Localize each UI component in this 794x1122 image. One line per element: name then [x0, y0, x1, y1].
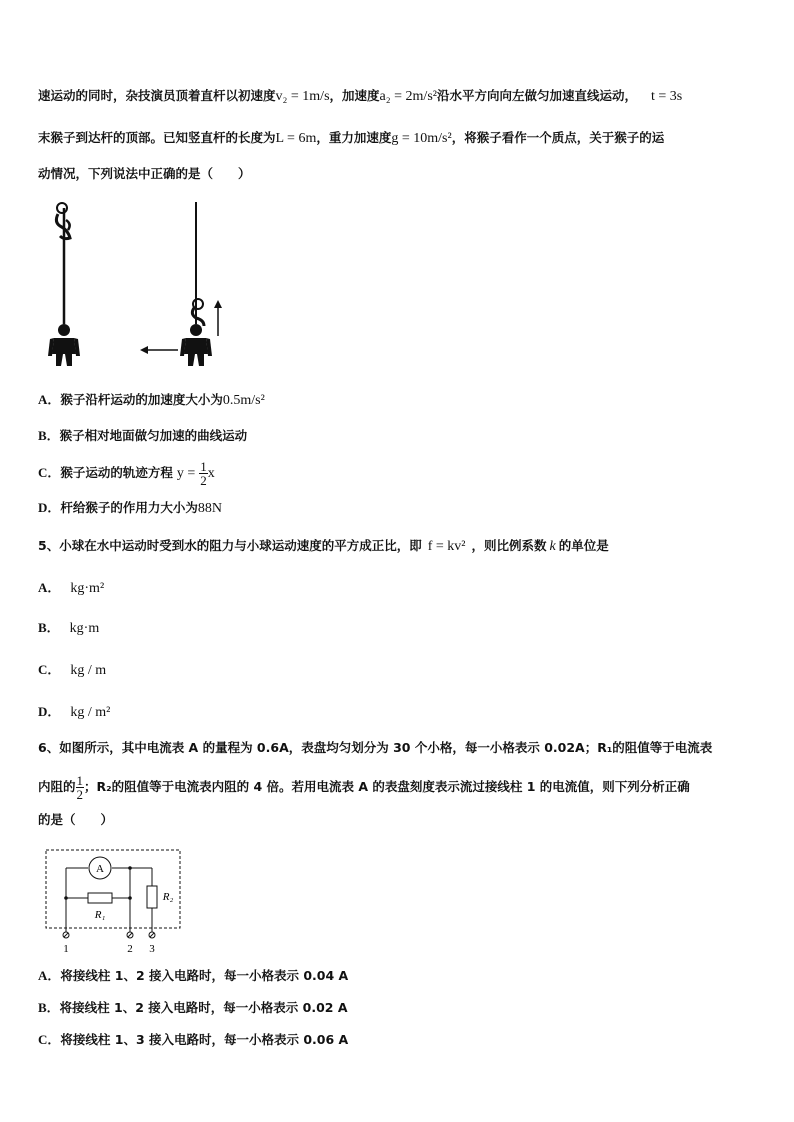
- acrobat-icon: [48, 324, 80, 366]
- q5-option-a[interactable]: A． kg·m²: [38, 580, 105, 596]
- q5-option-b[interactable]: B． kg·m: [38, 620, 100, 636]
- q4-option-b[interactable]: B．猴子相对地面做匀加速的曲线运动: [38, 428, 248, 443]
- terminal-2-icon: [127, 932, 133, 955]
- svg-text:A: A: [96, 863, 104, 875]
- terminal-1-icon: [63, 932, 69, 955]
- resistor-r1-icon: [88, 893, 112, 921]
- left-acrobat-figure: [48, 203, 80, 366]
- svg-text:1: 1: [63, 943, 69, 955]
- fraction: $\frac{1}{2}$: [76, 773, 84, 802]
- ammeter-icon: [89, 857, 111, 879]
- right-acrobat-figure: [140, 202, 222, 366]
- svg-text:2: 2: [127, 943, 133, 955]
- q6-option-a[interactable]: A．将接线柱 1、2 接入电路时，每一小格表示 0.04 A: [38, 968, 349, 983]
- svg-text:3: 3: [149, 943, 155, 955]
- q4-stem-line3: 动情况，下列说法中正确的是（ ）: [38, 166, 251, 181]
- q4-option-a[interactable]: A．猴子沿杆运动的加速度大小为0.5m/s²: [38, 392, 265, 408]
- q4-option-c[interactable]: C．猴子运动的轨迹方程 y = $\frac{1}{2}$ x: [38, 459, 215, 488]
- q6-circuit-diagram: [44, 846, 186, 958]
- q6-stem-line1: 6、如图所示，其中电流表 A 的量程为 0.6A，表盘均匀划分为 30 个小格，每一小格表示 0.02A；R₁的阻值等于电流表: [38, 740, 713, 755]
- left-arrow-icon: [140, 346, 178, 354]
- q6-stem-line2: 内阻的 $\frac{1}{2}$ ；R₂的阻值等于电流表内阻的 4 倍。若用电流表 A 的表盘刻度表示流过接线柱 1 的电流值，则下列分析正确: [38, 773, 690, 802]
- q5-option-d[interactable]: D． kg / m²: [38, 704, 111, 720]
- monkey-icon: [192, 299, 204, 326]
- q4-stem-line1: 速运动的同时，杂技演员顶着直杆以初速度v₂ = 1m/s，加速度a₂ = 2m/s²沿水平方向向左做匀加速直线运动， t = 3s: [38, 88, 683, 104]
- q4-option-d[interactable]: D．杆给猴子的作用力大小为88N: [38, 500, 223, 516]
- q6-stem-line3: 的是（ ）: [38, 812, 114, 827]
- svg-text:R₁: R₁: [94, 909, 106, 921]
- q4-figure: [40, 196, 240, 376]
- q6-option-c[interactable]: C．将接线柱 1、3 接入电路时，每一小格表示 0.06 A: [38, 1032, 349, 1047]
- acrobat-icon: [180, 324, 212, 366]
- q4-stem-line2: 末猴子到达杆的顶部。已知竖直杆的长度为L = 6m，重力加速度g = 10m/s²，将猴子看作一个质点，关于猴子的运: [38, 130, 665, 146]
- q5-stem: 5、小球在水中运动时受到水的阻力与小球运动速度的平方成正比，即 f = kv² ，则比例系数 k 的单位是: [38, 538, 609, 554]
- resistor-r2-icon: [147, 886, 173, 908]
- svg-text:R₂: R₂: [162, 891, 174, 903]
- terminal-3-icon: [149, 932, 155, 955]
- q6-option-b[interactable]: B．将接线柱 1、2 接入电路时，每一小格表示 0.02 A: [38, 1000, 348, 1015]
- fraction: $\frac{1}{2}$: [200, 459, 207, 488]
- q5-option-c[interactable]: C． kg / m: [38, 662, 107, 678]
- up-arrow-icon: [214, 300, 222, 336]
